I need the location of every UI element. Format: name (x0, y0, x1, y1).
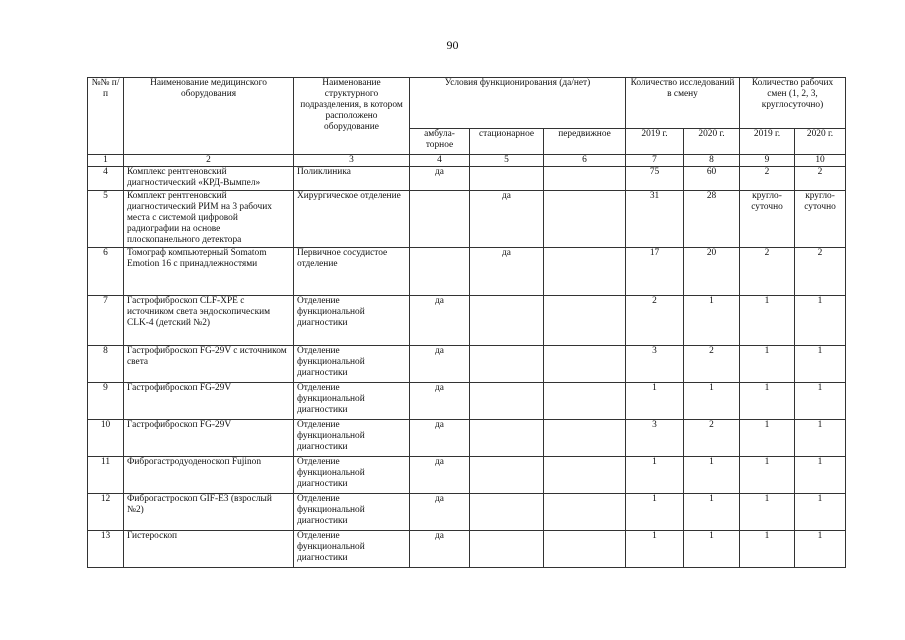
table-row (88, 494, 846, 531)
studies-2020: 1 (684, 531, 740, 568)
department-name: Отделение функциональной диагностики (294, 346, 410, 383)
studies-2019: 1 (626, 531, 684, 568)
equipment-name: Гастрофиброскоп FG-29V с источником света (124, 346, 294, 383)
ambulatory-value: да (410, 383, 470, 420)
shifts-2019: 2 (740, 167, 795, 191)
studies-2020: 1 (684, 494, 740, 531)
table-row (88, 420, 846, 457)
column-number: 1 (88, 155, 124, 167)
department-name: Хирургическое отделение (294, 191, 410, 248)
shifts-2020: 2 (795, 248, 846, 296)
shifts-2019: 2 (740, 248, 795, 296)
table-body (88, 155, 846, 568)
shifts-2019: 1 (740, 383, 795, 420)
header-equipment-name: Наименование медицинского оборудования (124, 78, 294, 155)
studies-2019: 1 (626, 457, 684, 494)
row-number: 7 (88, 296, 124, 346)
shifts-2020: 1 (795, 346, 846, 383)
stationary-value (470, 531, 544, 568)
stationary-value (470, 420, 544, 457)
equipment-table (87, 77, 846, 568)
row-number: 12 (88, 494, 124, 531)
department-name: Отделение функциональной диагностики (294, 494, 410, 531)
page-number: 90 (446, 38, 459, 52)
stationary-value: да (470, 191, 544, 248)
table-row (88, 531, 846, 568)
shifts-2019: кругло-суточно (740, 191, 795, 248)
mobile-value (544, 420, 626, 457)
column-number: 8 (684, 155, 740, 167)
header-num: №№ п/п (88, 78, 124, 155)
table-row (88, 296, 846, 346)
equipment-name: Гастрофиброскоп FG-29V (124, 383, 294, 420)
table-row (88, 167, 846, 191)
studies-2020: 1 (684, 457, 740, 494)
equipment-name: Комплекс рентгеновский диагностический «КРД-Вымпел» (124, 167, 294, 191)
header-stationary: стационарное (470, 129, 544, 155)
row-number: 13 (88, 531, 124, 568)
ambulatory-value: да (410, 494, 470, 531)
stationary-value (470, 494, 544, 531)
header-studies-2020: 2020 г. (684, 129, 740, 155)
equipment-name: Томограф компьютерный Somatom Emotion 16 с принадлежностями (124, 248, 294, 296)
shifts-2019: 1 (740, 346, 795, 383)
header-studies-per-shift: Количество исследований в смену (626, 78, 740, 129)
header-studies-2019: 2019 г. (626, 129, 684, 155)
row-number: 5 (88, 191, 124, 248)
department-name: Отделение функциональной диагностики (294, 296, 410, 346)
equipment-name: Гастрофиброскоп FG-29V (124, 420, 294, 457)
equipment-name: Фиброгастроскоп GIF-E3 (взрослый №2) (124, 494, 294, 531)
equipment-name: Гистероскоп (124, 531, 294, 568)
studies-2020: 60 (684, 167, 740, 191)
ambulatory-value: да (410, 167, 470, 191)
department-name: Отделение функциональной диагностики (294, 531, 410, 568)
stationary-value (470, 383, 544, 420)
table-header (88, 78, 846, 155)
mobile-value (544, 167, 626, 191)
ambulatory-value: да (410, 420, 470, 457)
department-name: Первичное сосудистое отделение (294, 248, 410, 296)
shifts-2020: 1 (795, 296, 846, 346)
column-number: 5 (470, 155, 544, 167)
table-row (88, 248, 846, 296)
column-number: 3 (294, 155, 410, 167)
row-number: 6 (88, 248, 124, 296)
shifts-2020: 1 (795, 420, 846, 457)
shifts-2019: 1 (740, 494, 795, 531)
shifts-2019: 1 (740, 531, 795, 568)
row-number: 9 (88, 383, 124, 420)
ambulatory-value: да (410, 296, 470, 346)
department-name: Отделение функциональной диагностики (294, 420, 410, 457)
studies-2020: 28 (684, 191, 740, 248)
column-number-row (88, 155, 846, 167)
column-number: 6 (544, 155, 626, 167)
studies-2019: 31 (626, 191, 684, 248)
shifts-2019: 1 (740, 457, 795, 494)
column-number: 10 (795, 155, 846, 167)
stationary-value (470, 296, 544, 346)
header-conditions: Условия функционирования (да/нет) (410, 78, 626, 129)
studies-2019: 1 (626, 494, 684, 531)
header-shifts-2020: 2020 г. (795, 129, 846, 155)
equipment-name: Фиброгастродуоденоскоп Fujinon (124, 457, 294, 494)
ambulatory-value: да (410, 457, 470, 494)
shifts-2020: 2 (795, 167, 846, 191)
row-number: 8 (88, 346, 124, 383)
studies-2020: 2 (684, 420, 740, 457)
header-work-shifts: Количество рабочих смен (1, 2, 3, круглосуточно) (740, 78, 846, 129)
row-number: 11 (88, 457, 124, 494)
mobile-value (544, 191, 626, 248)
studies-2020: 1 (684, 383, 740, 420)
department-name: Отделение функциональной диагностики (294, 457, 410, 494)
mobile-value (544, 346, 626, 383)
ambulatory-value (410, 248, 470, 296)
studies-2019: 17 (626, 248, 684, 296)
mobile-value (544, 296, 626, 346)
header-shifts-2019: 2019 г. (740, 129, 795, 155)
mobile-value (544, 248, 626, 296)
row-number: 4 (88, 167, 124, 191)
shifts-2020: кругло-суточно (795, 191, 846, 248)
equipment-name: Гастрофиброскоп CLF-XPE с источником света эндоскопическим CLK-4 (детский №2) (124, 296, 294, 346)
studies-2019: 75 (626, 167, 684, 191)
mobile-value (544, 531, 626, 568)
stationary-value (470, 346, 544, 383)
shifts-2020: 1 (795, 531, 846, 568)
column-number: 4 (410, 155, 470, 167)
mobile-value (544, 457, 626, 494)
stationary-value: да (470, 248, 544, 296)
header-ambulatory: амбула-торное (410, 129, 470, 155)
stationary-value (470, 167, 544, 191)
ambulatory-value (410, 191, 470, 248)
header-mobile: передвижное (544, 129, 626, 155)
stationary-value (470, 457, 544, 494)
table-row (88, 191, 846, 248)
table-row (88, 383, 846, 420)
column-number: 9 (740, 155, 795, 167)
mobile-value (544, 494, 626, 531)
shifts-2020: 1 (795, 457, 846, 494)
studies-2020: 1 (684, 296, 740, 346)
mobile-value (544, 383, 626, 420)
department-name: Поликлиника (294, 167, 410, 191)
table-row (88, 346, 846, 383)
header-department: Наименование структурного подразделения, в котором расположено оборудование (294, 78, 410, 155)
studies-2019: 1 (626, 383, 684, 420)
studies-2020: 2 (684, 346, 740, 383)
column-number: 7 (626, 155, 684, 167)
studies-2020: 20 (684, 248, 740, 296)
studies-2019: 2 (626, 296, 684, 346)
studies-2019: 3 (626, 420, 684, 457)
column-number: 2 (124, 155, 294, 167)
studies-2019: 3 (626, 346, 684, 383)
shifts-2020: 1 (795, 383, 846, 420)
table-row (88, 457, 846, 494)
shifts-2020: 1 (795, 494, 846, 531)
shifts-2019: 1 (740, 296, 795, 346)
row-number: 10 (88, 420, 124, 457)
shifts-2019: 1 (740, 420, 795, 457)
ambulatory-value: да (410, 346, 470, 383)
equipment-name: Комплект рентгеновский диагностический РИМ на 3 рабочих места с системой цифровой радиографии на основе плоскопанельного детектора (124, 191, 294, 248)
ambulatory-value: да (410, 531, 470, 568)
department-name: Отделение функциональной диагностики (294, 383, 410, 420)
